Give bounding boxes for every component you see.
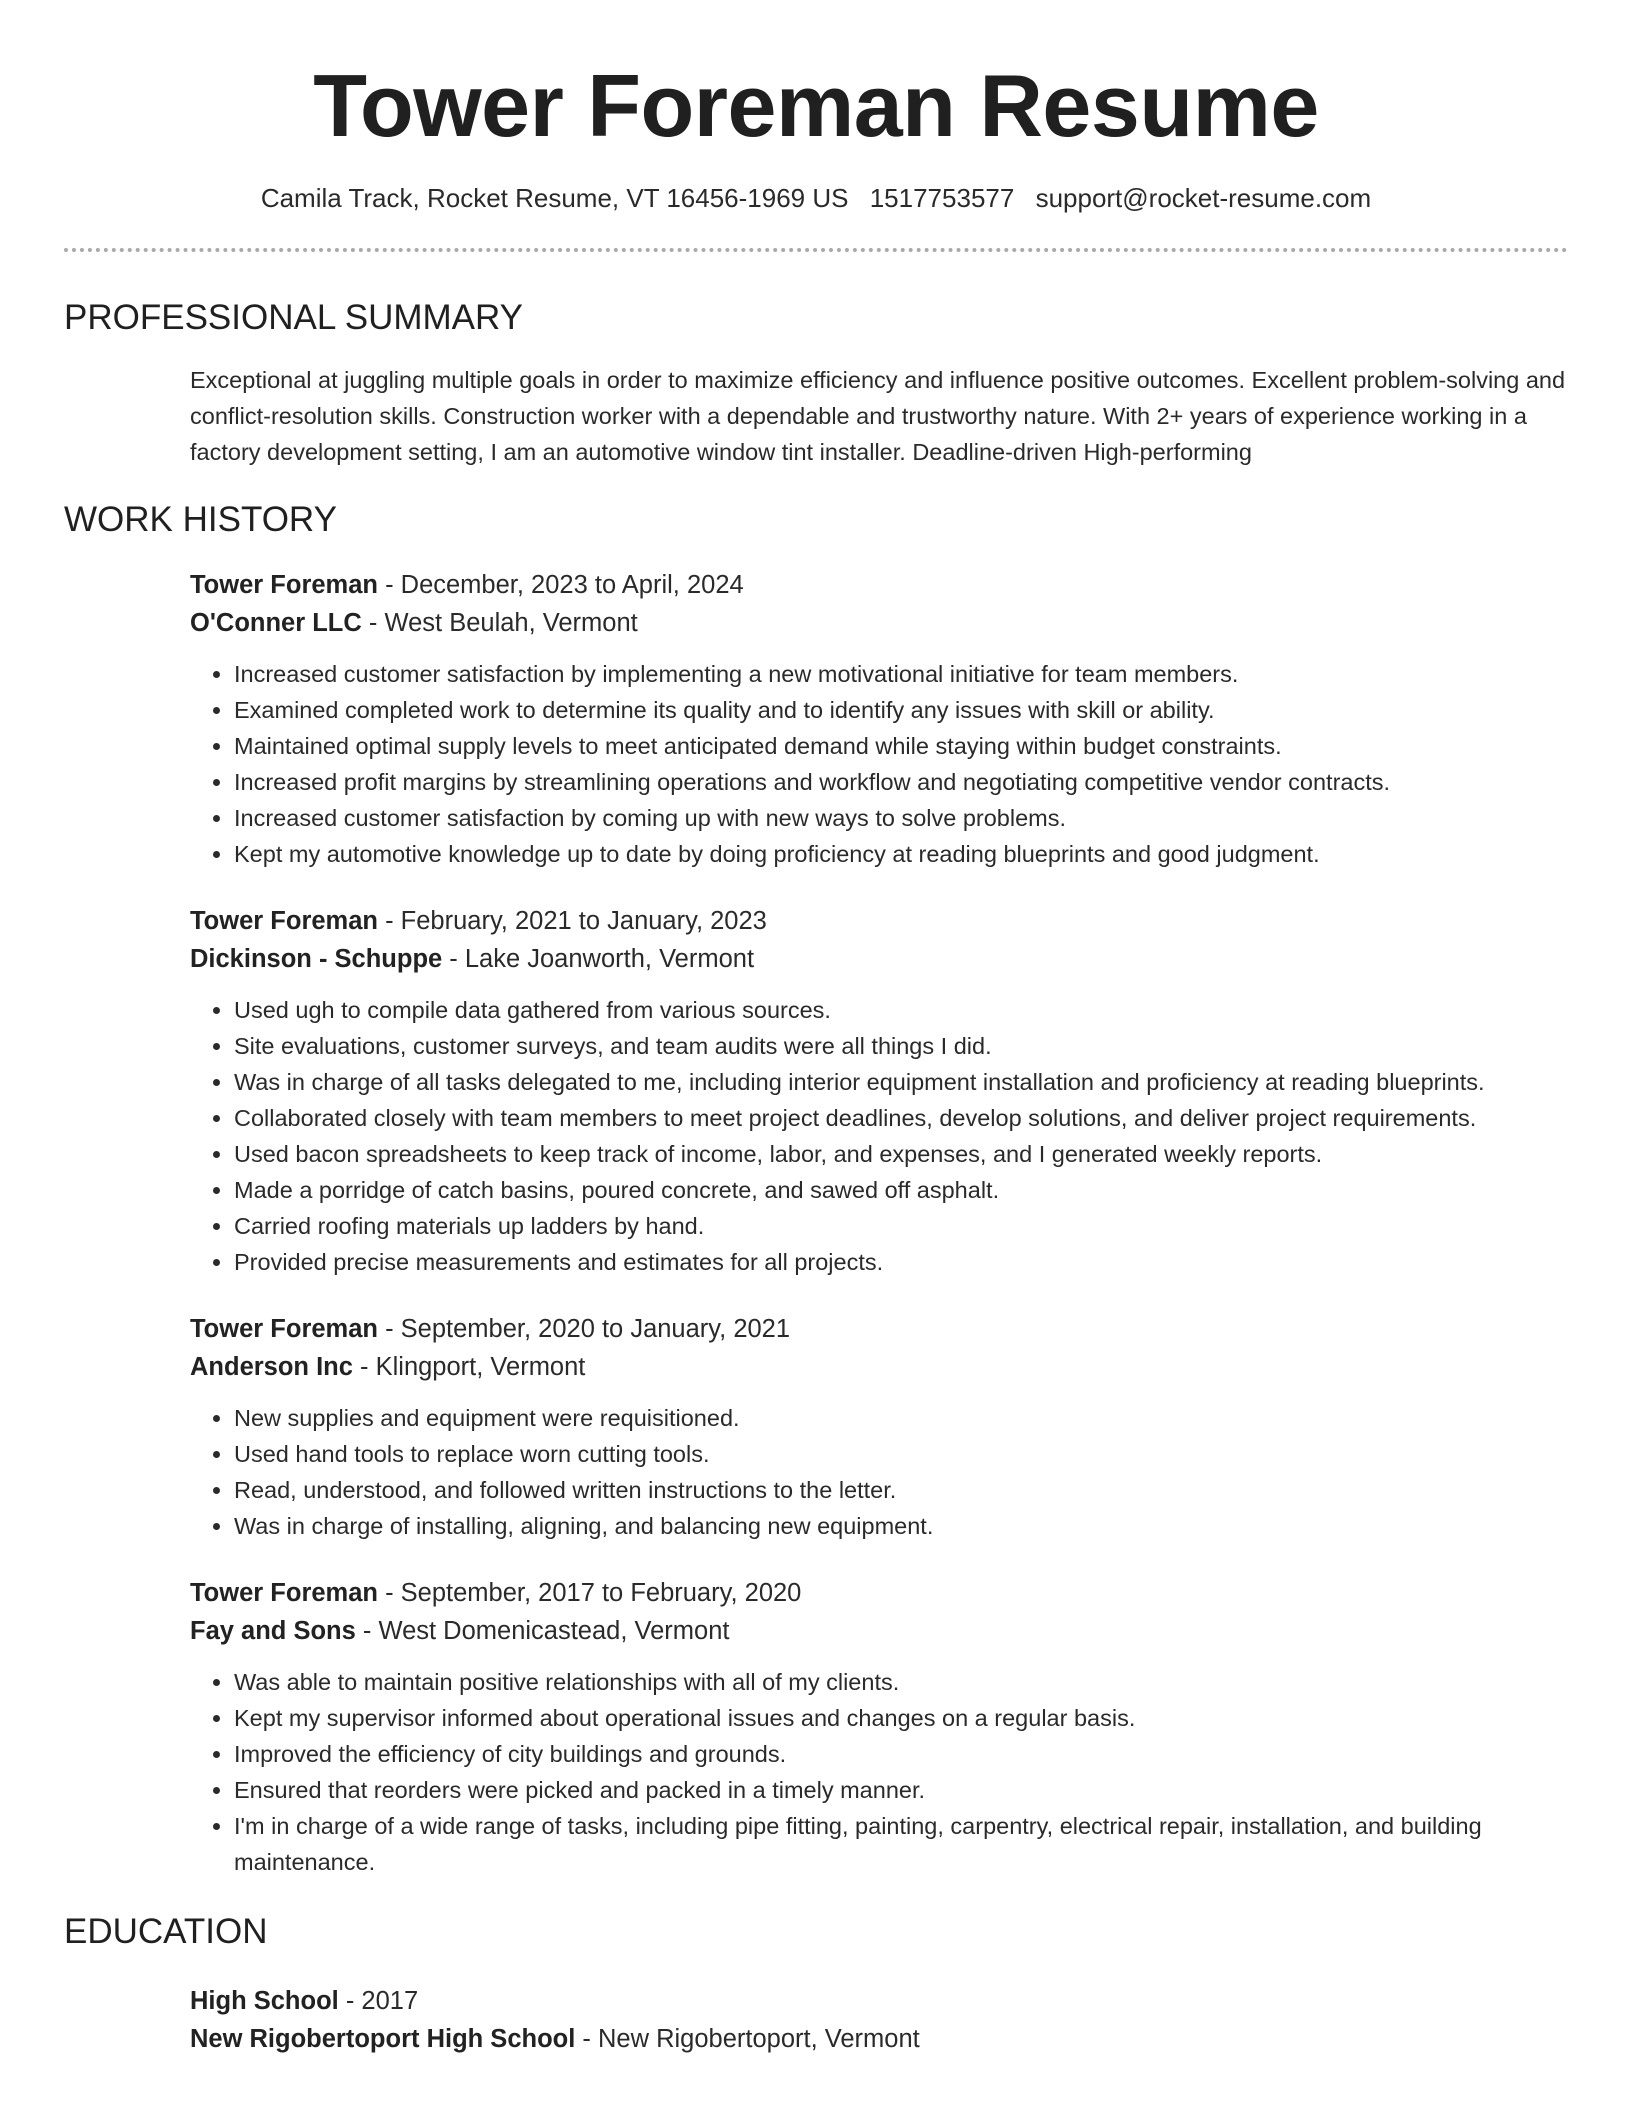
- job-bullet: • Used ugh to compile data gathered from various sources.: [234, 992, 1568, 1028]
- job-bullet: • Carried roofing materials up ladders by hand.: [234, 1208, 1568, 1244]
- job-dates: - December, 2023 to April, 2024: [385, 571, 744, 599]
- job-bullet: • Examined completed work to determine its quality and to identify any issues with skill or ability.: [234, 692, 1568, 728]
- education-degree-line: [190, 1982, 1568, 2020]
- job-title-line: [190, 566, 1568, 604]
- job-bullet: • Made a porridge of catch basins, poured concrete, and sawed off asphalt.: [234, 1172, 1568, 1208]
- job-location: - West Domenicastead, Vermont: [362, 1617, 730, 1645]
- job-bullet: • Read, understood, and followed written instructions to the letter.: [234, 1472, 1568, 1508]
- education-school-line: [190, 2020, 1568, 2058]
- job-bullet: • Increased profit margins by streamlining operations and workflow and negotiating competitive vendor contracts.: [234, 764, 1568, 800]
- job-bullet: • Maintained optimal supply levels to meet anticipated demand while staying within budget constraints.: [234, 728, 1568, 764]
- education-entry: [190, 1982, 1568, 2058]
- job-company: Dickinson - Schuppe: [190, 945, 443, 973]
- job-location: - Klingport, Vermont: [360, 1353, 586, 1381]
- job-bullet: • Increased customer satisfaction by implementing a new motivational initiative for team members.: [234, 656, 1568, 692]
- job-bullet: • I'm in charge of a wide range of tasks, including pipe fitting, painting, carpentry, electrical repair, installation, and building maintenance.: [234, 1808, 1568, 1880]
- job-bullet: • Site evaluations, customer surveys, and team audits were all things I did.: [234, 1028, 1568, 1064]
- education-location: - New Rigobertoport, Vermont: [582, 2025, 920, 2053]
- job-bullet: • Ensured that reorders were picked and packed in a timely manner.: [234, 1772, 1568, 1808]
- job-location: - West Beulah, Vermont: [368, 609, 638, 637]
- job-entry: [190, 902, 1568, 1280]
- job-bullet: • New supplies and equipment were requisitioned.: [234, 1400, 1568, 1436]
- job-bullets: [190, 1664, 1568, 1880]
- job-bullet: • Increased customer satisfaction by coming up with new ways to solve problems.: [234, 800, 1568, 836]
- job-company-line: [190, 1612, 1568, 1650]
- job-company-line: [190, 604, 1568, 642]
- job-title: Tower Foreman: [190, 1315, 378, 1343]
- job-title: Tower Foreman: [190, 1579, 378, 1607]
- job-title: Tower Foreman: [190, 571, 378, 599]
- job-title: Tower Foreman: [190, 907, 378, 935]
- job-bullet: • Kept my automotive knowledge up to date by doing proficiency at reading blueprints and good judgment.: [234, 836, 1568, 872]
- job-bullet: • Was in charge of installing, aligning, and balancing new equipment.: [234, 1508, 1568, 1544]
- job-entry: [190, 566, 1568, 872]
- page-title: Tower Foreman Resume: [313, 56, 1319, 155]
- job-title-line: [190, 1574, 1568, 1612]
- job-bullet: • Was in charge of all tasks delegated to me, including interior equipment installation and proficiency at reading blueprints.: [234, 1064, 1568, 1100]
- job-company-line: [190, 1348, 1568, 1386]
- contact-address: Camila Track, Rocket Resume, VT 16456-1969 US: [260, 183, 849, 213]
- job-bullet: • Kept my supervisor informed about operational issues and changes on a regular basis.: [234, 1700, 1568, 1736]
- education-school: New Rigobertoport High School: [190, 2025, 576, 2053]
- job-title-line: [190, 902, 1568, 940]
- header-divider: [64, 248, 1568, 252]
- education-heading: EDUCATION: [64, 1912, 268, 1951]
- summary-text: Exceptional at juggling multiple goals in order to maximize efficiency and influence positive outcomes. Excellent problem-solving and conflict-resolution skills. Construction worker with a dependable and trustworthy nature. With 2+ years of experience working in a factory development setting, I am an automotive window tint installer. Deadline-driven High-performing: [190, 367, 1566, 465]
- job-company: Anderson Inc: [190, 1353, 353, 1381]
- job-bullets: [190, 1400, 1568, 1544]
- job-company: O'Conner LLC: [190, 609, 362, 637]
- job-location: - Lake Joanworth, Vermont: [449, 945, 755, 973]
- job-bullets: [190, 992, 1568, 1280]
- job-bullet: • Used bacon spreadsheets to keep track of income, labor, and expenses, and I generated weekly reports.: [234, 1136, 1568, 1172]
- summary-heading: PROFESSIONAL SUMMARY: [64, 298, 523, 337]
- job-dates: - February, 2021 to January, 2023: [385, 907, 767, 935]
- education-year: - 2017: [345, 1987, 419, 2015]
- contact-email: support@rocket-resume.com: [1035, 183, 1372, 213]
- job-company: Fay and Sons: [190, 1617, 356, 1645]
- job-company-line: [190, 940, 1568, 978]
- job-dates: - September, 2020 to January, 2021: [385, 1315, 791, 1343]
- job-bullet: • Provided precise measurements and estimates for all projects.: [234, 1244, 1568, 1280]
- job-entry: [190, 1310, 1568, 1544]
- job-bullet: • Was able to maintain positive relationships with all of my clients.: [234, 1664, 1568, 1700]
- job-bullet: • Collaborated closely with team members to meet project deadlines, develop solutions, and deliver project requirements.: [234, 1100, 1568, 1136]
- job-dates: - September, 2017 to February, 2020: [385, 1579, 802, 1607]
- contact-phone: 1517753577: [869, 183, 1015, 213]
- contact-line: [64, 180, 1568, 216]
- job-bullet: • Used hand tools to replace worn cutting tools.: [234, 1436, 1568, 1472]
- education-degree: High School: [190, 1987, 339, 2015]
- job-title-line: [190, 1310, 1568, 1348]
- job-bullets: [190, 656, 1568, 872]
- job-entry: [190, 1574, 1568, 1880]
- work-history-heading: WORK HISTORY: [64, 500, 337, 539]
- job-bullet: • Improved the efficiency of city buildings and grounds.: [234, 1736, 1568, 1772]
